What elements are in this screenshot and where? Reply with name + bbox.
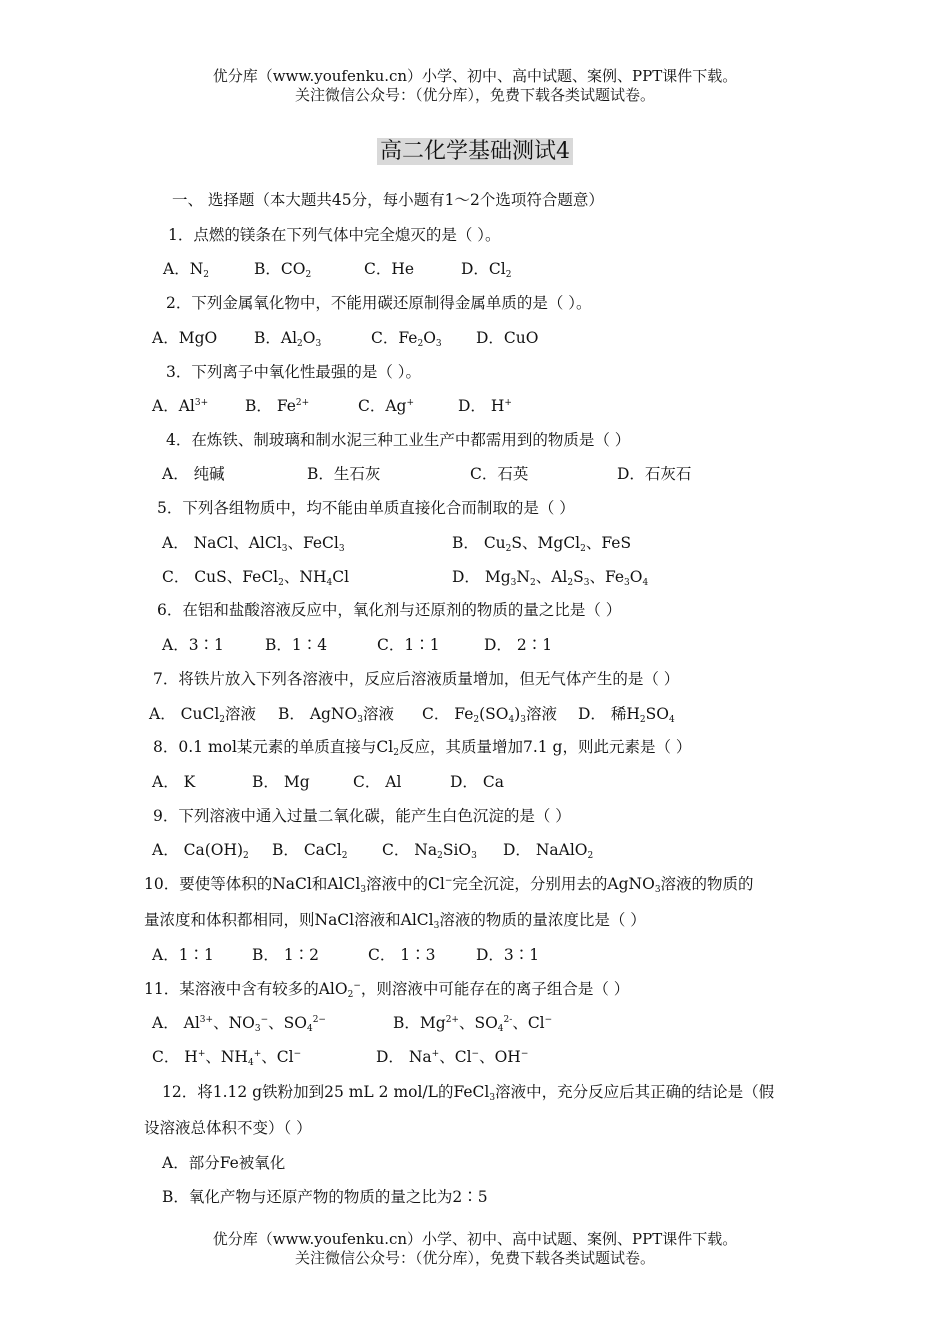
footer-line-1: 优分库（www.youfenku.cn）小学、初中、高中试题、案例、PPT课件下载。	[212, 1230, 738, 1248]
question-10-stem-line2: 量浓度和体积都相同，则NaCl溶液和AlCl$_3$溶液的物质的量浓度比是（ ）	[144, 911, 646, 931]
option: C． Al	[353, 773, 402, 791]
question-5-stem: 5．下列各组物质中，均不能由单质直接化合而制取的是（ ）	[157, 499, 575, 517]
option: D．3∶1	[476, 946, 540, 964]
option: B． Mg	[252, 773, 310, 791]
question-8-stem: 8．0.1 mol某元素的单质直接与$Cl_2$反应，其质量增加7.1 g，则此元素是（ ）	[153, 738, 692, 758]
question-10-stem-line1: 10．要使等体积的NaCl和AlCl$_3$溶液中的Cl−完全沉淀，分别用去的AgNO$_3$溶液的物质的	[144, 875, 754, 895]
question-12-stem-line2: 设溶液总体积不变）（ ）	[144, 1119, 312, 1137]
option: D． 2∶1	[484, 636, 553, 654]
question-11-stem: 11．某溶液中含有较多的AlO$_2$−，则溶液中可能存在的离子组合是（ ）	[144, 980, 630, 1000]
question-9-stem: 9．下列溶液中通入过量二氧化碳，能产生白色沉淀的是（ ）	[153, 807, 571, 825]
header-line-1: 优分库（www.youfenku.cn）小学、初中、高中试题、案例、PPT课件下载。	[212, 67, 738, 85]
question-12-option-b: B．氧化产物与还原产物的物质的量之比为2∶5	[162, 1188, 488, 1206]
question-1-stem: 1．点燃的镁条在下列气体中完全熄灭的是（ ）。	[168, 226, 501, 244]
option: B． 1∶2	[252, 946, 320, 964]
question-2-stem: 2．下列金属氧化物中，不能用碳还原制得金属单质的是（ ）。	[166, 294, 592, 312]
question-12-option-a: A．部分Fe被氧化	[162, 1154, 286, 1172]
option: B．1∶4	[265, 636, 328, 654]
footer-line-2: 关注微信公众号：（优分库），免费下载各类试题试卷。	[294, 1249, 655, 1267]
option: C．石英	[470, 465, 529, 483]
header-line-2: 关注微信公众号：（优分库），免费下载各类试题试卷。	[294, 86, 655, 104]
section-heading: 一、 选择题（本大题共45分，每小题有1～2个选项符合题意）	[172, 191, 604, 209]
page-footer	[0, 1230, 950, 1268]
option: A． K	[152, 773, 196, 791]
question-4-stem: 4．在炼铁、制玻璃和制水泥三种工业生产中都需用到的物质是（ ）	[166, 431, 631, 449]
question-3-stem: 3．下列离子中氧化性最强的是（ ）。	[166, 363, 422, 381]
question-6-stem: 6．在铝和盐酸溶液反应中，氧化剂与还原剂的物质的量之比是（ ）	[157, 601, 622, 619]
option: A． 纯碱	[162, 465, 225, 483]
question-12-stem-line1: 12．将1.12 g铁粉加到25 mL 2 mol/L的FeCl$_3$溶液中，充分反应后其正确的结论是（假	[162, 1083, 775, 1103]
option: D．石灰石	[617, 465, 692, 483]
option: D． Ca	[450, 773, 504, 791]
option: A．1∶1	[152, 946, 214, 964]
option: C． 1∶3	[368, 946, 436, 964]
question-7-stem: 7．将铁片放入下列各溶液中，反应后溶液质量增加，但无气体产生的是（ ）	[153, 670, 680, 688]
page-header	[0, 67, 950, 105]
option: B．生石灰	[307, 465, 381, 483]
option: A．3∶1	[162, 636, 224, 654]
page-title: 高二化学基础测试4	[0, 134, 950, 165]
option: C．1∶1	[377, 636, 440, 654]
